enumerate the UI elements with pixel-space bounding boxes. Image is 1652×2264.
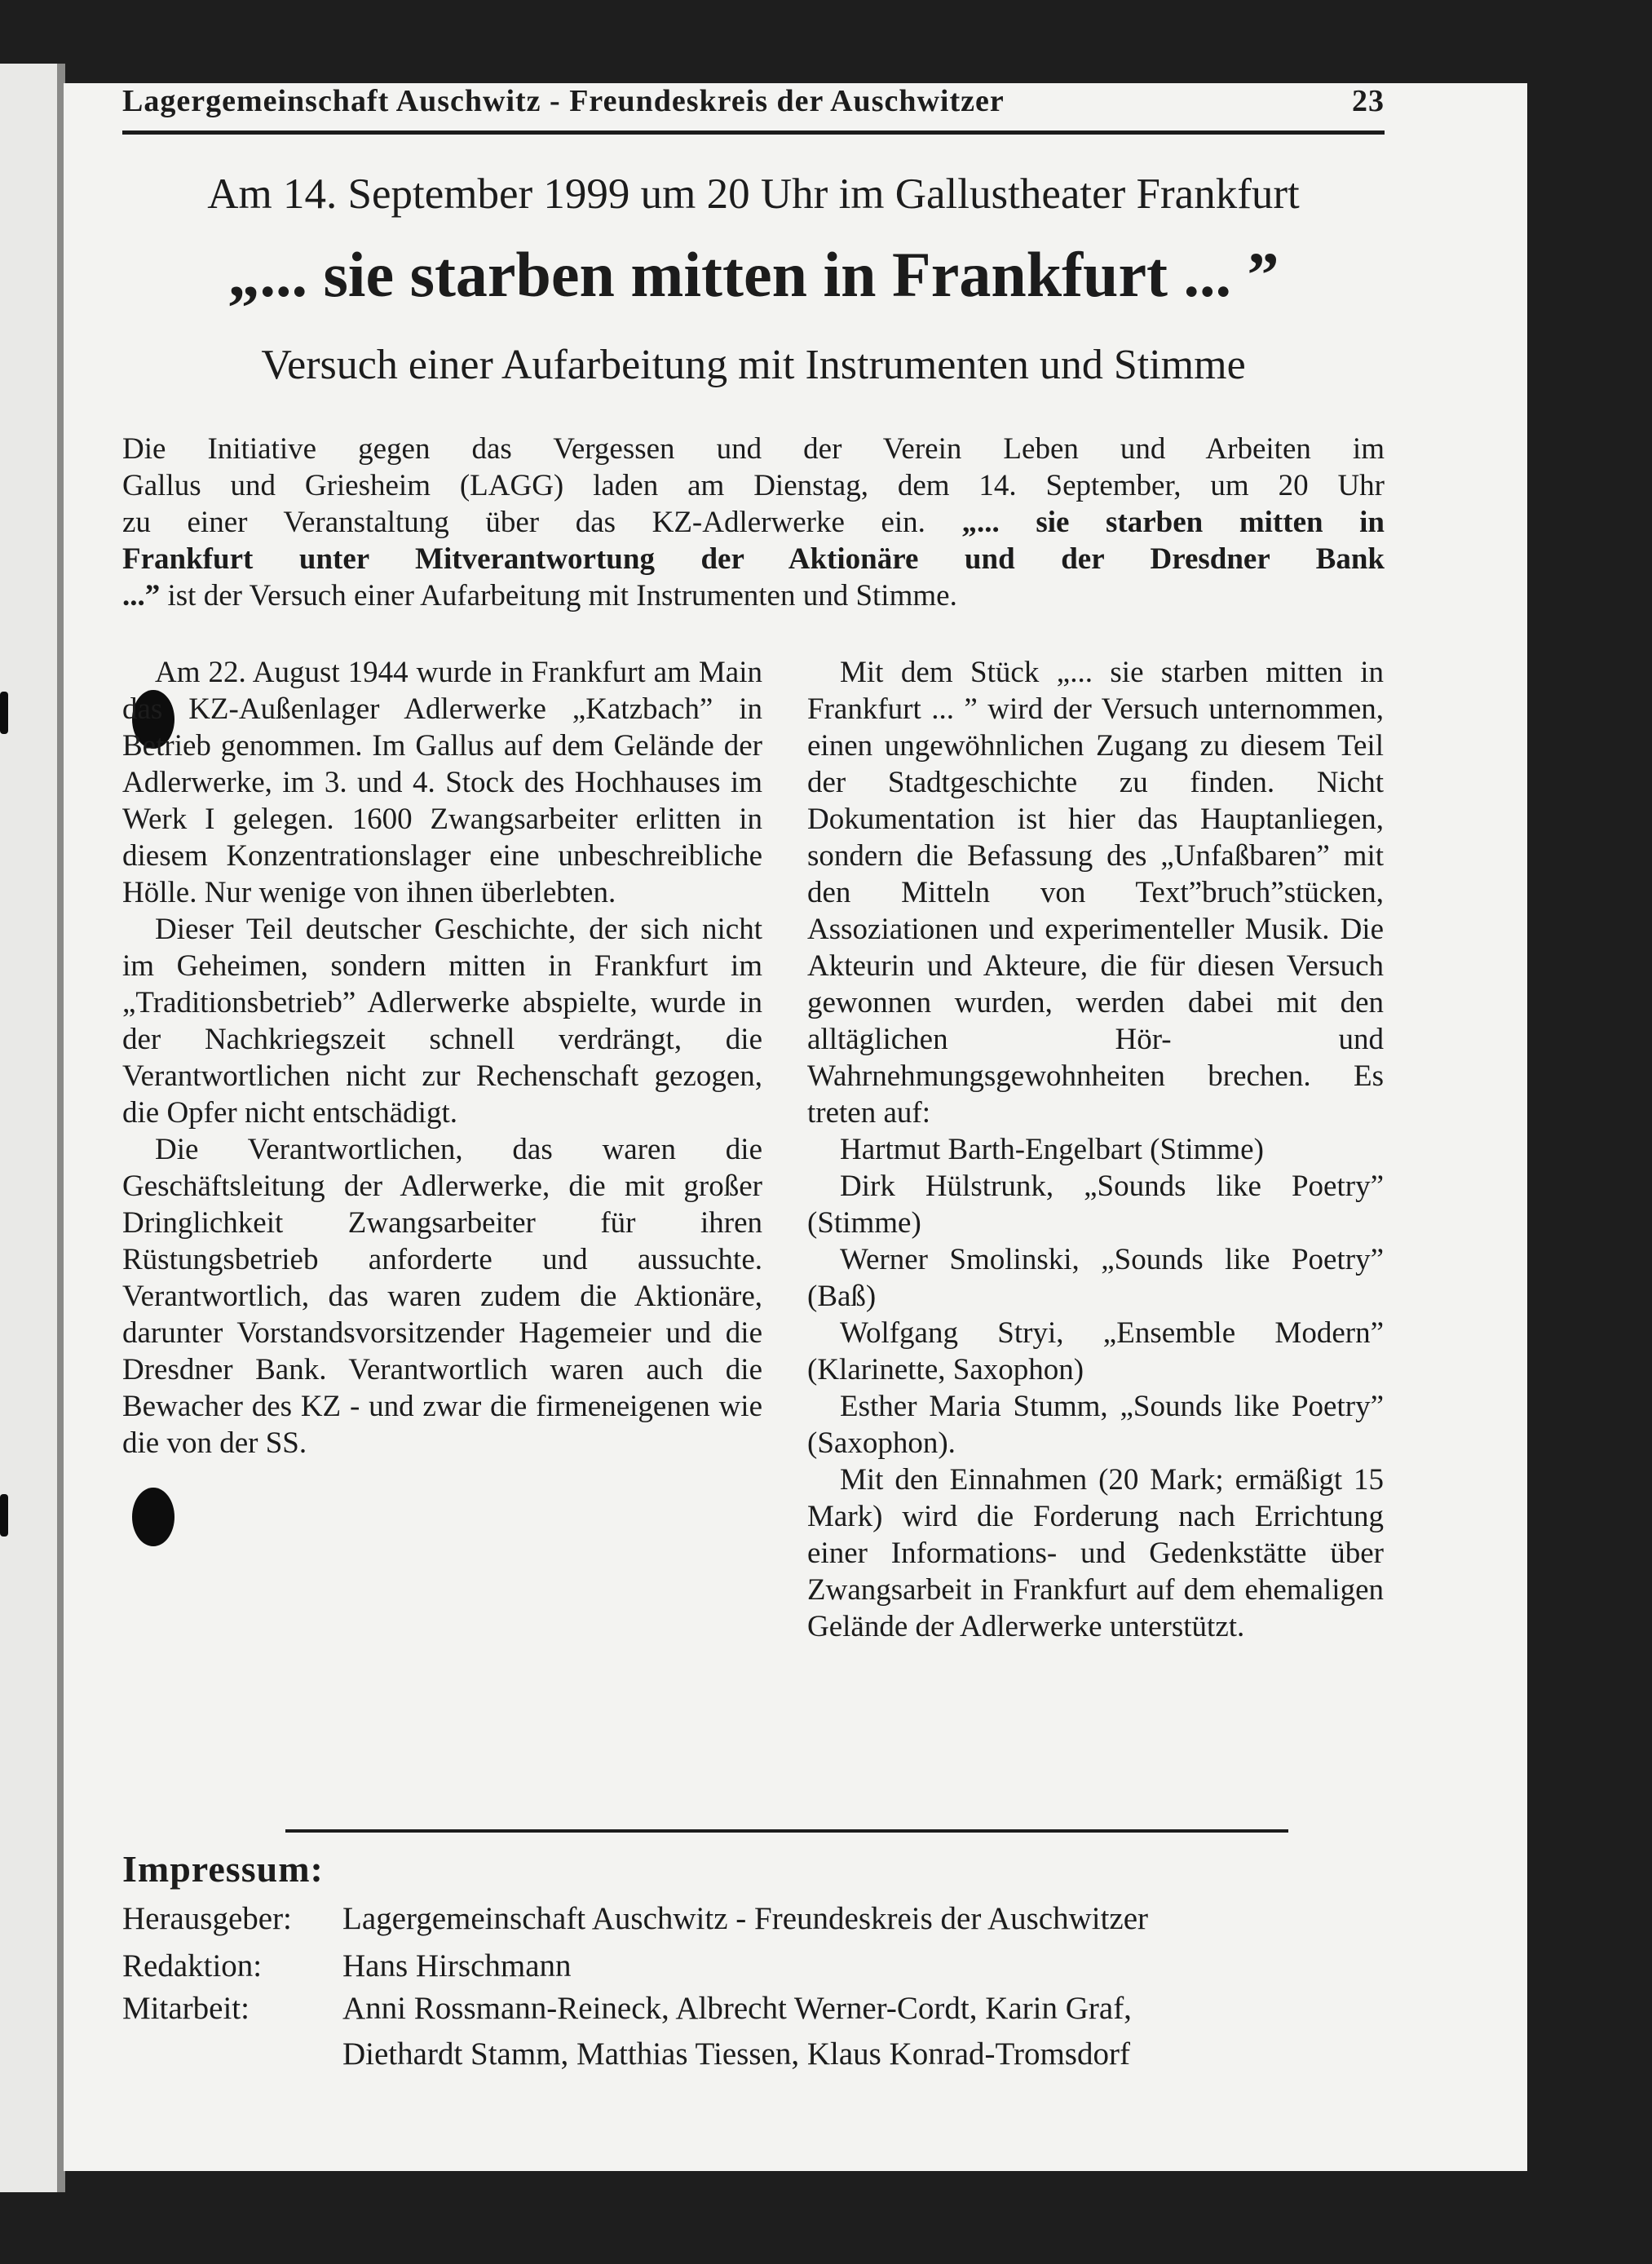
performer-entry: Wolfgang Stryi, „Ensemble Modern” (Klarinette, Saxophon) (807, 1316, 1384, 1386)
intro-line: Die Initiative gegen das Vergessen und der Verein Leben und Arbeiten im (122, 432, 1385, 466)
performer-entry: Hartmut Barth-Engelbart (Stimme) (840, 1133, 1264, 1166)
subheadline: Versuch einer Aufarbeitung mit Instrumenten und Stimme (261, 342, 1246, 388)
binder-clip-mark (0, 692, 8, 734)
headline: „... sie starben mitten in Frankfurt ... ” (227, 239, 1279, 310)
performer-entry: Dirk Hülstrunk, „Sounds like Poetry” (Stimme) (807, 1170, 1384, 1240)
impressum-title: Impressum: (122, 1848, 324, 1890)
impressum-row (122, 1948, 572, 1984)
impressum-row (122, 2036, 1130, 2072)
article-paragraph: Mit den Einnahmen (20 Mark; ermäßigt 15 Mark) wird die Forderung nach Errichtung einer Informations- und Gedenkstätte über Zwangsarbeit in Frankfurt auf dem ehemaligen Gelände der Adlerwerke unterstützt. (807, 1463, 1384, 1643)
punch-hole (132, 1488, 174, 1546)
page-number: 23 (1352, 84, 1385, 118)
performer-entry: Werner Smolinski, „Sounds like Poetry” (Baß) (807, 1243, 1384, 1313)
article-paragraph: Dieser Teil deutscher Geschichte, der sich nicht im Geheimen, sondern mitten in Frankfurt im „Traditionsbetrieb” Adlerwerke abspielte, wurde in der Nachkriegszeit schnell verdrängt, die Verantwortlichen nicht zur Rechenschaft gezogen, die Opfer nicht entschädigt. (122, 913, 762, 1130)
article-paragraph: Die Verantwortlichen, das waren die Geschäftsleitung der Adlerwerke, die mit großer Dringlichkeit Zwangsarbeiter für ihren Rüstungsbetrieb anforderte und aussuchte. Verantwortlich, das waren zudem die Aktionäre, darunter Vorstandsvorsitzender Hagemeier und die Dresdner Bank. Verantwortlich waren auch die Bewacher des KZ - und zwar die firmeneigenen wie die von der SS. (122, 1133, 762, 1460)
performer-entry: Esther Maria Stumm, „Sounds like Poetry” (Saxophon). (807, 1390, 1384, 1460)
impressum-value: Hans Hirschmann (342, 1948, 572, 1983)
running-header (122, 83, 1385, 126)
impressum-value: Anni Rossmann-Reineck, Albrecht Werner-Cordt, Karin Graf, (342, 1991, 1132, 2026)
intro-text: zu einer Veranstaltung über das KZ-Adlerwerke ein. (122, 506, 925, 539)
binder-clip-mark (0, 1494, 8, 1537)
intro-line (122, 541, 1385, 577)
intro-line: Gallus und Griesheim (LAGG) laden am Dienstag, dem 14. September, um 20 Uhr (122, 469, 1385, 502)
impressum-value: Lagergemeinschaft Auschwitz - Freundeskreis der Auschwitzer (342, 1901, 1149, 1936)
intro-bold-text: ...” (122, 579, 161, 612)
impressum-label: Herausgeber: (122, 1901, 292, 1936)
intro-text: ist der Versuch einer Aufarbeitung mit Instrumenten und Stimme. (167, 579, 957, 612)
intro-line (122, 504, 1385, 541)
event-line: Am 14. September 1999 um 20 Uhr im Gallustheater Frankfurt (207, 170, 1300, 218)
intro-paragraph (122, 431, 1385, 614)
section-divider (285, 1829, 1288, 1833)
impressum-row (122, 1990, 1132, 2027)
impressum-label: Mitarbeit: (122, 1991, 250, 2026)
header-title: Lagergemeinschaft Auschwitz - Freundeskreis der Auschwitzer (122, 84, 1005, 118)
article-paragraph: Am 22. August 1944 wurde in Frankfurt am Main das KZ-Außenlager Adlerwerke „Katzbach” in Betrieb genommen. Im Gallus auf dem Gelände der Adlerwerke, im 3. und 4. Stock des Hochhauses im Werk I gelegen. 1600 Zwangsarbeiter erlitten in diesem Konzentrationslager eine unbeschreibliche Hölle. Nur wenige von ihnen überlebten. (122, 656, 762, 909)
right-column (807, 654, 1384, 1645)
intro-line (122, 577, 1385, 614)
impressum-label: Redaktion: (122, 1948, 263, 1983)
header-rule (122, 130, 1385, 135)
left-column (122, 654, 762, 1461)
intro-bold-text: Frankfurt unter Mitverantwortung der Aktionäre und der Dresdner Bank (122, 542, 1385, 576)
article-paragraph: Mit dem Stück „... sie starben mitten in Frankfurt ... ” wird der Versuch unternommen, einen ungewöhnlichen Zugang zu diesem Teil der Stadtgeschichte zu finden. Nicht Dokumentation ist hier das Hauptanliegen, sondern die Befassung des „Unfaßbaren” mit den Mitteln von Text”bruch”stücken, Assoziationen und experimenteller Musik. Die Akteurin und Akteure, die für diesen Versuch gewonnen wurden, werden dabei mit den alltäglichen Hör- und Wahrnehmungsgewohnheiten brechen. Es treten auf: (807, 656, 1384, 1130)
impressum-value: Diethardt Stamm, Matthias Tiessen, Klaus Konrad-Tromsdorf (342, 2036, 1130, 2072)
adjacent-page-edge (0, 64, 60, 2192)
intro-bold-text: „... sie starben mitten in (961, 506, 1385, 539)
impressum-row (122, 1900, 1148, 1937)
